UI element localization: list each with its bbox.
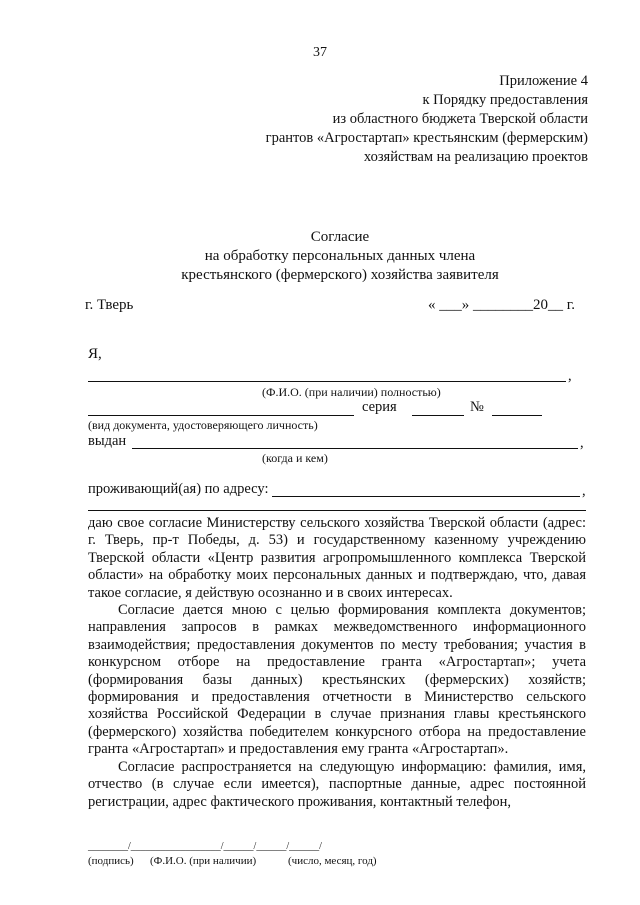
issued-label: выдан (88, 433, 127, 449)
appendix-block (266, 72, 588, 167)
appendix-line: Приложение 4 (499, 73, 588, 89)
series-label: серия (362, 399, 397, 415)
issued-caption: (когда и кем) (262, 451, 328, 465)
number-label: № (470, 399, 484, 415)
address-line-2 (88, 510, 586, 511)
appendix-line: из областного бюджета Тверской области (332, 111, 588, 127)
document-caption: (вид документа, удостоверяющего личность) (88, 418, 318, 432)
document-title (0, 228, 640, 285)
number-line (492, 415, 542, 416)
fio-caption: (Ф.И.О. (при наличии) полностью) (262, 385, 441, 399)
consent-body (88, 515, 586, 811)
fio-footer-caption: (Ф.И.О. (при наличии) (150, 855, 257, 867)
document-line (88, 415, 354, 416)
signature-caption: (подпись) (88, 855, 134, 867)
ya-label: Я, (88, 346, 102, 362)
signature-line: ________/__________________/______/______/______/ (88, 841, 322, 852)
page-number: 37 (313, 45, 327, 60)
date-line: « ___» ________20__ г. (428, 297, 575, 313)
title-line: Согласие (310, 229, 370, 245)
series-line (412, 415, 464, 416)
fio-line (88, 381, 566, 382)
title-line: на обработку персональных данных члена (204, 248, 476, 264)
issued-line (132, 448, 578, 449)
address-line (272, 496, 580, 497)
paragraph: даю свое согласие Министерству сельского хозяйства Тверской области (адрес: г. Тверь, пр-т Победы, д. 53) и государственному казенному учреждению Тверской области «Центр развития агропромышленного комплекса Тверской области» на обработку моих персональных данных и подтверждаю, что, давая такое согласие, я действую осознанно и в своих интересах. (88, 515, 586, 601)
date-footer-caption: (число, месяц, год) (288, 855, 377, 867)
issued-comma: , (580, 435, 584, 451)
place: г. Тверь (85, 297, 134, 313)
paragraph: Согласие дается мною с целью формирования комплекта документов; направления запросов в рамках межведомственного информационного взаимодействия; предоставления документов по месту требования; участия в конкурсном отборе на предоставление гранта «Агростартап»; учета (формирования базы данных) крестьянских (фермерских) хозяйств; формирования и предоставления отчетности в Министерство сельского хозяйства Российской Федерации в случае признания главы крестьянского (фермерского) хозяйства победителем конкурсного отбора на предоставление гранта «Агростартап» и предоставления ему гранта «Агростартап». (88, 602, 586, 758)
appendix-line: к Порядку предоставления (422, 92, 588, 108)
address-label: проживающий(ая) по адресу: (88, 481, 269, 497)
appendix-line: хозяйствам на реализацию проектов (363, 149, 588, 165)
appendix-line: грантов «Агростартап» крестьянским (фермерским) (265, 130, 588, 146)
paragraph: Согласие распространяется на следующую информацию: фамилия, имя, отчество (в случае если имеется), паспортные данные, адрес постоянной регистрации, адрес фактического проживания, контактный телефон, (88, 758, 586, 810)
address-comma: , (582, 483, 586, 499)
title-line: крестьянского (фермерского) хозяйства заявителя (181, 267, 499, 283)
fio-comma: , (568, 368, 572, 384)
